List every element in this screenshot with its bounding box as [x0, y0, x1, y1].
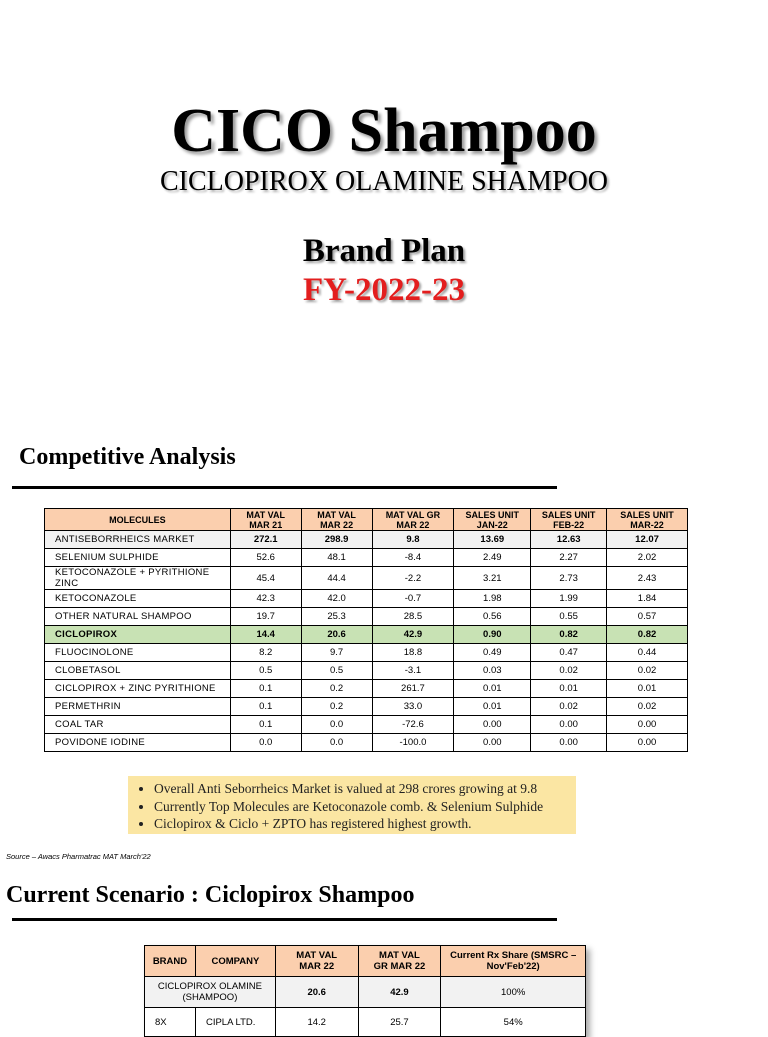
list-item: • Ciclopirox & Ciclo + ZPTO has registered highest growth. [154, 815, 576, 833]
current-scenario-heading: Current Scenario : Ciclopirox Shampoo [6, 882, 415, 908]
value-cell: 0.47 [531, 644, 607, 662]
value-cell: 0.00 [607, 734, 688, 752]
col-header-sales-jan: SALES UNIT JAN-22 [454, 509, 531, 531]
value-cell: 0.00 [454, 716, 531, 734]
molecule-cell: KETOCONAZOLE + PYRITHIONE ZINC [45, 567, 231, 590]
col-header-mat-val: MAT VAL MAR 22 [275, 946, 358, 977]
table-row [45, 698, 688, 716]
value-cell: 2.27 [531, 549, 607, 567]
value-cell: 18.8 [372, 644, 454, 662]
value-cell: 0.1 [230, 680, 301, 698]
value-cell: 1.99 [531, 590, 607, 608]
page-title: CICO Shampoo [171, 97, 597, 165]
value-cell: 9.7 [301, 644, 372, 662]
table-header-row [45, 509, 688, 531]
value-cell: 0.56 [454, 608, 531, 626]
value-cell: 42.3 [230, 590, 301, 608]
value-cell: 2.49 [454, 549, 531, 567]
value-cell: 0.02 [531, 698, 607, 716]
value-cell: 12.63 [531, 531, 607, 549]
value-cell: 0.44 [607, 644, 688, 662]
value-cell: 3.21 [454, 567, 531, 590]
fiscal-year: FY-2022-23 [303, 272, 465, 308]
molecule-total-label: CICLOPIROX OLAMINE (SHAMPOO) [145, 977, 276, 1008]
section-divider [12, 918, 557, 921]
value-cell: 0.01 [454, 680, 531, 698]
value-cell: 0.2 [301, 680, 372, 698]
value-cell: -3.1 [372, 662, 454, 680]
competitive-table [44, 508, 688, 752]
competitive-analysis-heading: Competitive Analysis [19, 444, 236, 470]
molecule-cell: CICLOPIROX + ZINC PYRITHIONE [45, 680, 231, 698]
molecule-cell: FLUOCINOLONE [45, 644, 231, 662]
molecule-cell: KETOCONAZOLE [45, 590, 231, 608]
col-header-company: COMPANY [195, 946, 275, 977]
value-cell: 8.2 [230, 644, 301, 662]
value-cell: -2.2 [372, 567, 454, 590]
value-cell: 54% [441, 1008, 586, 1037]
table-row [45, 549, 688, 567]
value-cell: 0.1 [230, 698, 301, 716]
value-cell: 0.0 [230, 734, 301, 752]
value-cell: 20.6 [275, 977, 358, 1008]
table-row [45, 567, 688, 590]
value-cell: -0.7 [372, 590, 454, 608]
col-header-sales-mar: SALES UNIT MAR-22 [607, 509, 688, 531]
col-header-mat-val-mar21: MAT VAL MAR 21 [230, 509, 301, 531]
value-cell: 2.73 [531, 567, 607, 590]
list-item: • Overall Anti Seborrheics Market is valued at 298 crores growing at 9.8 [154, 780, 576, 798]
value-cell: -8.4 [372, 549, 454, 567]
value-cell: 0.02 [607, 698, 688, 716]
value-cell: 13.69 [454, 531, 531, 549]
col-header-mat-val-gr: MAT VAL GR MAR 22 [372, 509, 454, 531]
brand-cell: 8X [145, 1008, 196, 1037]
value-cell: 14.2 [275, 1008, 358, 1037]
value-cell: 42.0 [301, 590, 372, 608]
value-cell: 0.57 [607, 608, 688, 626]
value-cell: 261.7 [372, 680, 454, 698]
table-row [45, 662, 688, 680]
value-cell: 0.01 [607, 680, 688, 698]
value-cell: 0.5 [301, 662, 372, 680]
value-cell: 0.1 [230, 716, 301, 734]
value-cell: 0.01 [531, 680, 607, 698]
value-cell: 42.9 [358, 977, 441, 1008]
key-insights-box [128, 776, 576, 834]
page-subtitle: CICLOPIROX OLAMINE SHAMPOO [159, 166, 609, 197]
scenario-table [144, 945, 586, 1037]
table-row-highlighted [45, 626, 688, 644]
value-cell: 0.0 [301, 734, 372, 752]
brand-plan-label: Brand Plan [302, 233, 466, 269]
molecule-cell: CICLOPIROX [45, 626, 231, 644]
col-header-sales-feb: SALES UNIT FEB-22 [531, 509, 607, 531]
value-cell: 298.9 [301, 531, 372, 549]
value-cell: 14.4 [230, 626, 301, 644]
molecule-cell: ANTISEBORRHEICS MARKET [45, 531, 231, 549]
value-cell: 19.7 [230, 608, 301, 626]
source-note: Source – Awacs Pharmatrac MAT March'22 [6, 852, 151, 861]
table-row [45, 608, 688, 626]
value-cell: 33.0 [372, 698, 454, 716]
value-cell: 0.55 [531, 608, 607, 626]
value-cell: 12.07 [607, 531, 688, 549]
section-divider [12, 486, 557, 489]
value-cell: 0.00 [531, 716, 607, 734]
value-cell: 0.0 [301, 716, 372, 734]
value-cell: 1.98 [454, 590, 531, 608]
value-cell: 45.4 [230, 567, 301, 590]
value-cell: 0.90 [454, 626, 531, 644]
value-cell: 100% [441, 977, 586, 1008]
value-cell: 42.9 [372, 626, 454, 644]
value-cell: 20.6 [301, 626, 372, 644]
value-cell: 1.84 [607, 590, 688, 608]
value-cell: 0.82 [607, 626, 688, 644]
value-cell: 272.1 [230, 531, 301, 549]
molecule-cell: COAL TAR [45, 716, 231, 734]
value-cell: 0.01 [454, 698, 531, 716]
col-header-brand: BRAND [145, 946, 196, 977]
value-cell: 0.49 [454, 644, 531, 662]
table-row [45, 680, 688, 698]
insights-list [128, 780, 576, 833]
value-cell: 2.43 [607, 567, 688, 590]
value-cell: -72.6 [372, 716, 454, 734]
company-cell: CIPLA LTD. [195, 1008, 275, 1037]
value-cell: 0.00 [454, 734, 531, 752]
value-cell: 52.6 [230, 549, 301, 567]
value-cell: 0.2 [301, 698, 372, 716]
col-header-rx-share: Current Rx Share (SMSRC – Nov'Feb'22) [441, 946, 586, 977]
value-cell: 0.82 [531, 626, 607, 644]
value-cell: 0.5 [230, 662, 301, 680]
table-header-row [145, 946, 586, 977]
table-row-total [145, 977, 586, 1008]
table-row [45, 734, 688, 752]
col-header-molecules: MOLECULES [45, 509, 231, 531]
molecule-cell: POVIDONE IODINE [45, 734, 231, 752]
molecule-cell: PERMETHRIN [45, 698, 231, 716]
value-cell: -100.0 [372, 734, 454, 752]
molecule-cell: OTHER NATURAL SHAMPOO [45, 608, 231, 626]
value-cell: 0.00 [607, 716, 688, 734]
table-row [45, 716, 688, 734]
value-cell: 48.1 [301, 549, 372, 567]
molecule-cell: CLOBETASOL [45, 662, 231, 680]
value-cell: 0.00 [531, 734, 607, 752]
value-cell: 25.3 [301, 608, 372, 626]
col-header-mat-gr: MAT VAL GR MAR 22 [358, 946, 441, 977]
molecule-cell: SELENIUM SULPHIDE [45, 549, 231, 567]
table-row [45, 590, 688, 608]
value-cell: 44.4 [301, 567, 372, 590]
value-cell: 0.03 [454, 662, 531, 680]
value-cell: 25.7 [358, 1008, 441, 1037]
table-row [45, 644, 688, 662]
table-row [145, 1008, 586, 1037]
table-row [45, 531, 688, 549]
list-item: • Currently Top Molecules are Ketoconazole comb. & Selenium Sulphide [154, 798, 576, 816]
value-cell: 9.8 [372, 531, 454, 549]
col-header-mat-val-mar22: MAT VAL MAR 22 [301, 509, 372, 531]
value-cell: 0.02 [531, 662, 607, 680]
value-cell: 28.5 [372, 608, 454, 626]
value-cell: 0.02 [607, 662, 688, 680]
value-cell: 2.02 [607, 549, 688, 567]
